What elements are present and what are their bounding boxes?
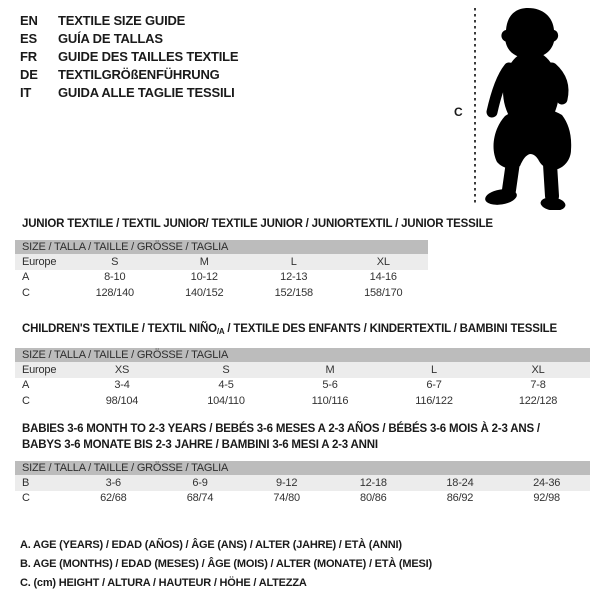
row-label: Europe: [22, 363, 57, 376]
size-cell: 92/98: [533, 492, 560, 505]
language-row: [20, 66, 238, 84]
size-cell: 74/80: [273, 492, 300, 505]
row-label: C: [22, 286, 30, 299]
size-cell: 6-7: [426, 379, 442, 392]
size-cell: 24-36: [533, 476, 561, 489]
language-row: [20, 84, 238, 102]
language-label: TEXTILGRÖßENFÜHRUNG: [58, 67, 220, 82]
children-table-section: [15, 321, 590, 409]
size-cell: 3-4: [114, 379, 130, 392]
table-row-c: [15, 491, 590, 507]
size-cell: 158/170: [364, 286, 403, 299]
babies-table-title: [22, 421, 590, 453]
babies-size-table: [15, 461, 590, 506]
size-cell: 14-16: [369, 271, 397, 284]
language-code: FR: [20, 49, 37, 64]
babies-table-section: [15, 421, 590, 506]
language-label: TEXTILE SIZE GUIDE: [58, 13, 186, 28]
size-cell: 12-18: [359, 476, 387, 489]
size-cell: 152/158: [274, 286, 313, 299]
size-cell: 12-13: [280, 271, 308, 284]
size-cell: 104/110: [207, 394, 245, 407]
size-cell: 122/128: [518, 394, 558, 407]
size-cell: 8-10: [104, 271, 126, 284]
table-row-europe: [15, 362, 590, 378]
size-cell: 6-9: [192, 476, 208, 489]
language-label: GUÍA DE TALLAS: [58, 31, 163, 46]
size-cell: 18-24: [446, 476, 474, 489]
baby-figure: [440, 0, 600, 220]
footnote-line: C. (cm) HEIGHT / ALTURA / HAUTEUR / HÖHE / ALTEZZA: [20, 577, 307, 589]
language-row: [20, 30, 238, 48]
size-cell: M: [199, 255, 209, 268]
size-cell: 116/122: [415, 394, 453, 407]
table-row-a: [15, 378, 590, 394]
language-code: IT: [20, 85, 32, 100]
size-cell: 4-5: [218, 379, 234, 392]
children-size-table: [15, 348, 590, 409]
junior-table-section: [15, 216, 493, 301]
size-cell: S: [222, 363, 230, 376]
row-label: B: [22, 476, 30, 489]
footnotes: [20, 536, 432, 593]
table-row-a: [15, 270, 428, 286]
size-cell: 7-8: [530, 379, 546, 392]
baby-silhouette-icon: [483, 6, 586, 210]
size-header-label: SIZE / TALLA / TAILLE / GRÖSSE / TAGLIA: [15, 461, 590, 475]
size-cell: L: [290, 255, 297, 268]
size-cell: L: [431, 363, 437, 376]
footnote-line: A. AGE (YEARS) / EDAD (AÑOS) / ÂGE (ANS) / ALTER (JAHRE) / ETÀ (ANNI): [20, 539, 402, 551]
table-row-europe: [15, 254, 428, 270]
title-segment: BABYS 3-6 MONATE BIS 2-3 JAHRE / BAMBINI 3-6 MESI A 2-3 ANNI: [22, 439, 378, 451]
junior-size-table: [15, 240, 428, 301]
size-cell: S: [111, 255, 119, 268]
language-code: ES: [20, 31, 37, 46]
footnote-line: B. AGE (MONTHS) / EDAD (MESES) / ÂGE (MOIS) / ALTER (MONATE) / ETÀ (MESI): [20, 558, 432, 570]
row-label: C: [22, 492, 30, 505]
title-segment: BABIES 3-6 MONTH TO 2-3 YEARS / BEBÉS 3-6 MESES A 2-3 AÑOS / BÉBÉS 3-6 MOIS À 2-3 ANS /: [22, 423, 540, 435]
height-dotted-line: [474, 8, 476, 206]
row-label: Europe: [22, 255, 57, 268]
language-row: [20, 48, 238, 66]
size-cell: 10-12: [190, 271, 218, 284]
size-cell: 68/74: [186, 492, 214, 505]
size-cell: 98/104: [105, 394, 139, 407]
size-header-label: SIZE / TALLA / TAILLE / GRÖSSE / TAGLIA: [15, 240, 428, 254]
children-table-title: [22, 321, 590, 340]
language-label: GUIDE DES TAILLES TEXTILE: [58, 49, 239, 64]
table-row-c: [15, 285, 428, 301]
size-cell: XS: [114, 363, 130, 376]
size-cell: 62/68: [100, 492, 127, 505]
junior-table-title: [22, 216, 493, 232]
table-row-c: [15, 393, 590, 409]
table-row-b: [15, 475, 590, 491]
size-header-bar: [15, 240, 428, 254]
language-header: [20, 12, 238, 102]
size-cell: 5-6: [322, 379, 338, 392]
size-cell: 86/92: [446, 492, 474, 505]
size-cell: 128/140: [95, 286, 134, 299]
size-cell: 3-6: [105, 476, 121, 489]
size-cell: XL: [376, 255, 390, 268]
language-code: EN: [20, 13, 38, 28]
size-cell: 80/86: [360, 492, 387, 505]
size-cell: XL: [531, 363, 545, 376]
language-code: DE: [20, 67, 38, 82]
size-cell: M: [325, 363, 335, 376]
row-label: C: [22, 394, 30, 407]
height-marker-label: C: [454, 105, 463, 119]
size-header-bar: [15, 461, 590, 475]
size-header-label: SIZE / TALLA / TAILLE / GRÖSSE / TAGLIA: [15, 348, 590, 362]
size-cell: 140/152: [185, 286, 224, 299]
language-row: [20, 12, 238, 30]
row-label: A: [22, 379, 30, 392]
size-cell: 110/116: [311, 394, 349, 407]
language-label: GUIDA ALLE TAGLIE TESSILI: [58, 85, 235, 100]
title-segment: /A: [216, 327, 225, 336]
size-cell: 9-12: [276, 476, 298, 489]
title-segment: CHILDREN'S TEXTILE / TEXTIL NIÑO: [22, 323, 217, 335]
size-header-bar: [15, 348, 590, 362]
row-label: A: [22, 271, 30, 284]
title-segment: JUNIOR TEXTILE / TEXTIL JUNIOR/ TEXTILE JUNIOR / JUNIORTEXTIL / JUNIOR TESSILE: [22, 218, 493, 230]
title-segment: / TEXTILE DES ENFANTS / KINDERTEXTIL / BAMBINI TESSILE: [224, 323, 557, 335]
